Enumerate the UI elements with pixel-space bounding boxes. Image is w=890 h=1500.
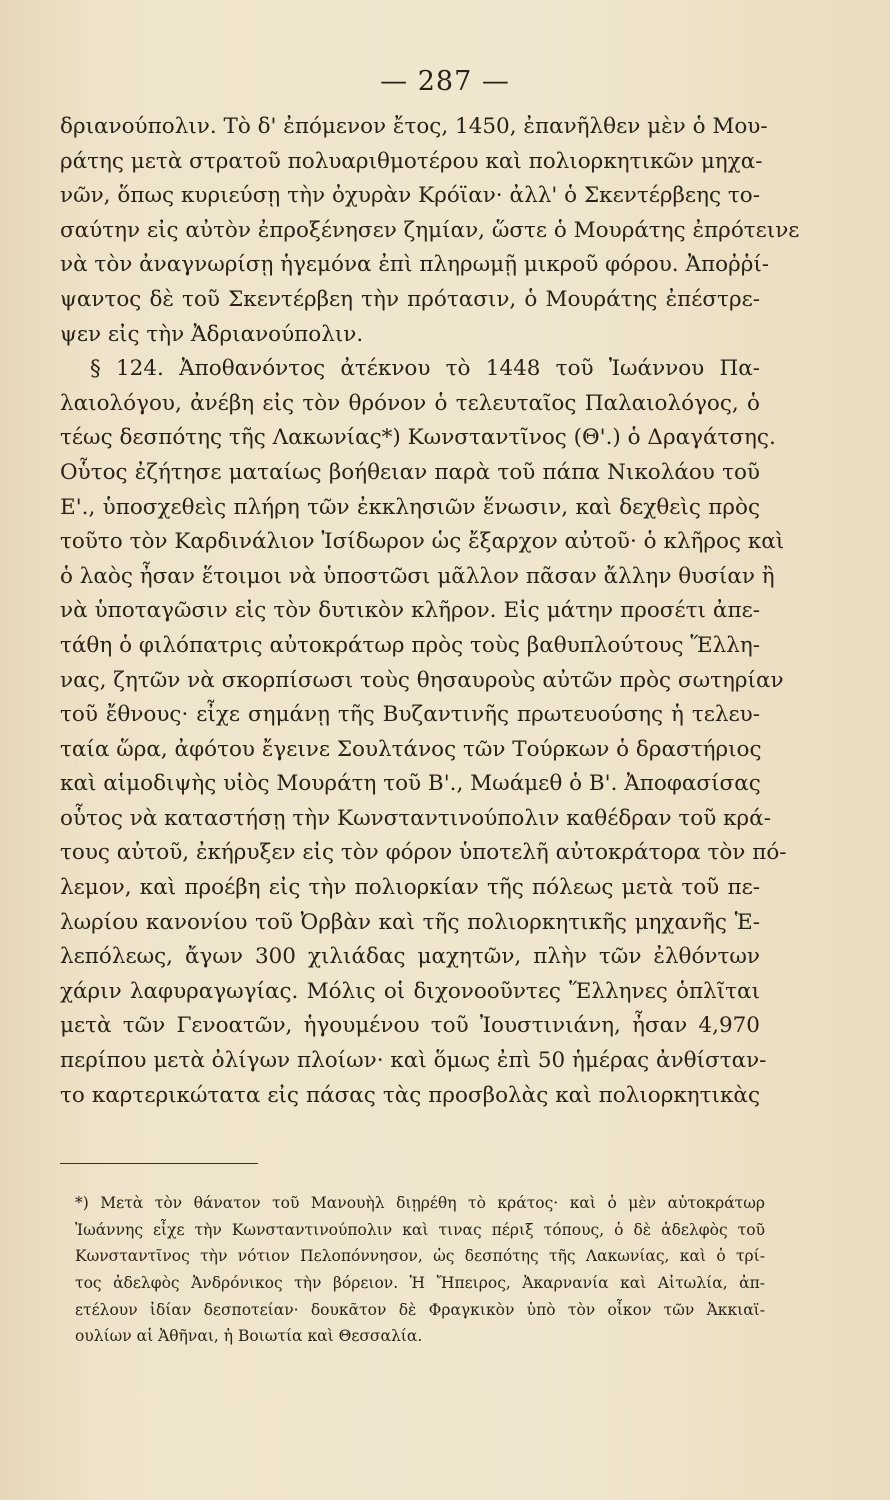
footnote-line: *) Μετὰ τὸν θάνατον τοῦ Μανουὴλ διῃρέθη τὸ κράτος· καὶ ὁ μὲν αὐτοκράτωρ bbox=[75, 1194, 765, 1212]
text-line: ὁ λαὸς ἦσαν ἕτοιμοι νὰ ὑποστῶσι μᾶλλον πᾶσαν ἄλλην θυσίαν ἢ bbox=[60, 563, 775, 589]
text-line: Ε'., ὑποσχεθεὶς πλήρη τῶν ἐκκλησιῶν ἕνωσιν, καὶ δεχθεὶς πρὸς bbox=[60, 494, 760, 520]
text-line: ψαντος δὲ τοῦ Σκεντέρβεη τὴν πρότασιν, ὁ Μουράτης ἐπέστρε- bbox=[60, 286, 760, 312]
text-line: το καρτερικώτατα εἰς πάσας τὰς προσβολὰς καὶ πολιορκητικὰς bbox=[60, 1082, 760, 1108]
text-line: νας, ζητῶν νὰ σκορπίσωσι τοὺς θησαυροὺς αὐτῶν πρὸς σωτηρίαν bbox=[60, 667, 784, 693]
text-line: λωρίου κανονίου τοῦ Ὀρβὰν καὶ τῆς πολιορκητικῆς μηχανῆς Ἑ- bbox=[60, 909, 760, 935]
text-line: περίπου μετὰ ὀλίγων πλοίων· καὶ ὅμως ἐπὶ 50 ἡμέρας ἀνθίσταν- bbox=[60, 1048, 767, 1074]
text-line: ταία ὥρα, ἀφότου ἔγεινε Σουλτάνος τῶν Τούρκων ὁ δραστήριος bbox=[60, 736, 762, 762]
footnote-line: τος ἀδελφὸς Ἀνδρόνικος τὴν βόρειον. Ἡ Ἤπειρος, Ἀκαρνανία καὶ Αἰτωλία, ἀπ- bbox=[75, 1274, 765, 1293]
text-line: τέως δεσπότης τῆς Λακωνίας*) Κωνσταντῖνος (Θ'.) ὁ Δραγάτσης. bbox=[60, 425, 776, 451]
text-line: χάριν λαφυραγωγίας. Μόλις οἱ διχονοοῦντες Ἕλληνες ὁπλῖται bbox=[60, 978, 760, 1004]
text-line: τους αὐτοῦ, ἐκήρυξεν εἰς τὸν φόρον ὑποτελῆ αὐτοκράτορα τὸν πό- bbox=[60, 840, 787, 866]
text-line: μετὰ τῶν Γενοατῶν, ἡγουμένου τοῦ Ἰουστινιάνη, ἦσαν 4,970 bbox=[60, 1013, 760, 1039]
text-line: νῶν, ὅπως κυριεύσῃ τὴν ὀχυρὰν Κρόϊαν· ἀλλ' ὁ Σκεντέρβεης το- bbox=[60, 183, 760, 209]
text-line: τοῦ ἔθνους· εἶχε σημάνῃ τῆς Βυζαντινῆς πρωτευούσης ἡ τελευ- bbox=[60, 702, 760, 728]
text-line: Οὗτος ἐζήτησε ματαίως βοήθειαν παρὰ τοῦ πάπα Νικολάου τοῦ bbox=[60, 459, 760, 485]
text-line: νὰ τὸν ἀναγνωρίσῃ ἡγεμόνα ἐπὶ πληρωμῇ μικροῦ φόρου. Ἀποῤῥί- bbox=[60, 252, 770, 278]
text-line: δριανούπολιν. Τὸ δ' ἐπόμενον ἔτος, 1450, ἐπανῆλθεν μὲν ὁ Μου- bbox=[60, 114, 768, 139]
text-line: τοῦτο τὸν Καρδινάλιον Ἰσίδωρον ὡς ἔξαρχον αὐτοῦ· ὁ κλῆρος καὶ bbox=[60, 529, 785, 555]
text-line: τάθη ὁ φιλόπατρις αὐτοκράτωρ πρὸς τοὺς βαθυπλούτους Ἕλλη- bbox=[60, 632, 760, 658]
text-line: ράτης μετὰ στρατοῦ πολυαριθμοτέρου καὶ πολιορκητικῶν μηχα- bbox=[60, 148, 763, 174]
footnote-line: ετέλουν ἰδίαν δεσποτείαν· δουκᾶτον δὲ Φραγκικὸν ὑπὸ τὸν οἶκον τῶν Ἀκκιαϊ- bbox=[75, 1300, 765, 1319]
text-line: λεπόλεως, ἄγων 300 χιλιάδας μαχητῶν, πλὴν τῶν ἐλθόντων bbox=[60, 944, 760, 970]
footnote-line: Κωνσταντῖνος τὴν νότιον Πελοπόννησον, ὡς δεσπότης τῆς Λακωνίας, καὶ ὁ τρί- bbox=[75, 1247, 765, 1266]
text-line: σαύτην εἰς αὐτὸν ἐπροξένησεν ζημίαν, ὥστε ὁ Μουράτης ἐπρότεινε bbox=[60, 217, 800, 243]
text-line: καὶ αἱμοδιψὴς υἱὸς Μουράτη τοῦ Β'., Μωάμεθ ὁ Β'. Ἀποφασίσας bbox=[60, 771, 761, 797]
text-line: οὗτος νὰ καταστήσῃ τὴν Κωνσταντινούπολιν καθέδραν τοῦ κρά- bbox=[60, 805, 771, 831]
section-heading-line: § 124. Ἀποθανόντος ἀτέκνου τὸ 1448 τοῦ Ἰωάννου Πα- bbox=[90, 356, 760, 382]
footnote-line: ουλίων αἱ Ἀθῆναι, ἡ Βοιωτία καὶ Θεσσαλία. bbox=[75, 1327, 423, 1346]
footnote bbox=[75, 1190, 765, 1350]
text-line: λεμον, καὶ προέβη εἰς τὴν πολιορκίαν τῆς πόλεως μετὰ τοῦ πε- bbox=[60, 875, 760, 901]
page-number-header: — 287 — bbox=[380, 66, 510, 97]
main-text bbox=[60, 110, 800, 1113]
text-line: ψεν εἰς τὴν Ἀδριανούπολιν. bbox=[60, 321, 364, 347]
text-line: λαιολόγου, ἀνέβη εἰς τὸν θρόνον ὁ τελευταῖος Παλαιολόγος, ὁ bbox=[60, 390, 760, 416]
footnote-divider bbox=[60, 1163, 258, 1164]
footnote-line: Ἰωάννης εἶχε τὴν Κωνσταντινούπολιν καὶ τινας πέριξ τόπους, ὁ δὲ ἀδελφὸς τοῦ bbox=[75, 1220, 765, 1239]
text-line: νὰ ὑποταγῶσιν εἰς τὸν δυτικὸν κλῆρον. Εἰς μάτην προσέτι ἀπε- bbox=[60, 598, 760, 624]
